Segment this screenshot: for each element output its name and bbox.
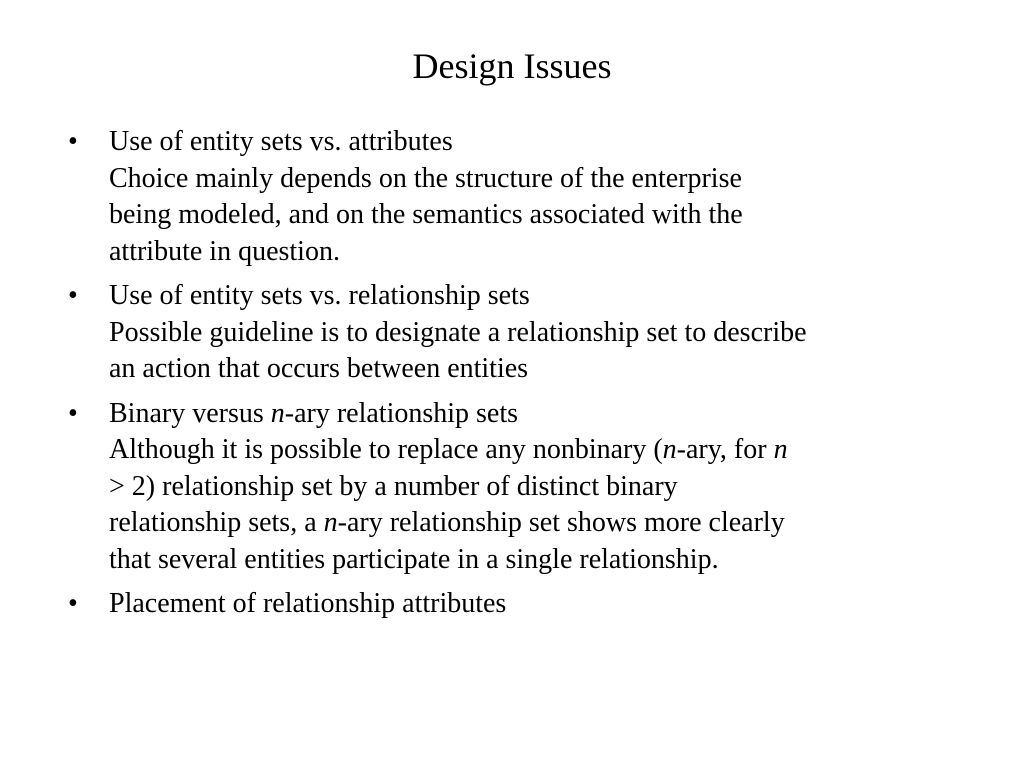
- bullet-item-binary-vs-nary: [68, 396, 968, 579]
- bullet-marker: •: [68, 397, 78, 429]
- bullet-marker: •: [68, 588, 78, 619]
- bullet-heading: [109, 396, 968, 433]
- text-run: that several entities participate in a single relationship.: [109, 543, 719, 575]
- bullet-heading: Placement of relationship attributes: [109, 588, 507, 619]
- bullet-marker: •: [68, 280, 78, 311]
- text-run: -ary relationship sets: [284, 397, 519, 429]
- bullet-marker: •: [68, 126, 78, 157]
- italic-variable-n: n: [773, 434, 788, 465]
- bullet-text-line: [109, 469, 968, 506]
- bullet-text-line: Possible guideline is to designate a relationship set to describe: [109, 316, 807, 348]
- bullet-text-line: attribute in question.: [109, 235, 340, 267]
- bullet-text-line: an action that occurs between entities: [109, 353, 529, 384]
- text-run: relationship sets, a: [109, 507, 324, 538]
- text-run: > 2) relationship set by a number of distinct binary: [109, 470, 678, 502]
- italic-variable-n: n: [270, 397, 285, 429]
- bullet-list: [68, 124, 968, 631]
- text-run: -ary relationship set shows more clearly: [337, 507, 785, 538]
- italic-variable-n: n: [662, 434, 677, 465]
- bullet-text-line: being modeled, and on the semantics associated with the: [109, 199, 743, 230]
- italic-variable-n: n: [323, 507, 338, 538]
- bullet-heading: Use of entity sets vs. attributes: [109, 126, 453, 157]
- bullet-heading: Use of entity sets vs. relationship sets: [109, 280, 530, 311]
- slide-title: Design Issues: [412, 46, 612, 86]
- text-run: Binary versus: [109, 397, 271, 429]
- bullet-text-line: [109, 432, 968, 469]
- text-run: -ary, for: [676, 434, 774, 465]
- bullet-item-entity-vs-relationship: [68, 278, 968, 388]
- bullet-text-line: Choice mainly depends on the structure of the enterprise: [109, 162, 742, 194]
- bullet-item-entity-vs-attributes: [68, 124, 968, 270]
- text-run: Although it is possible to replace any nonbinary (: [109, 434, 663, 465]
- bullet-text-line: [109, 542, 968, 579]
- bullet-item-placement: [68, 586, 968, 623]
- bullet-text-line: [109, 505, 968, 542]
